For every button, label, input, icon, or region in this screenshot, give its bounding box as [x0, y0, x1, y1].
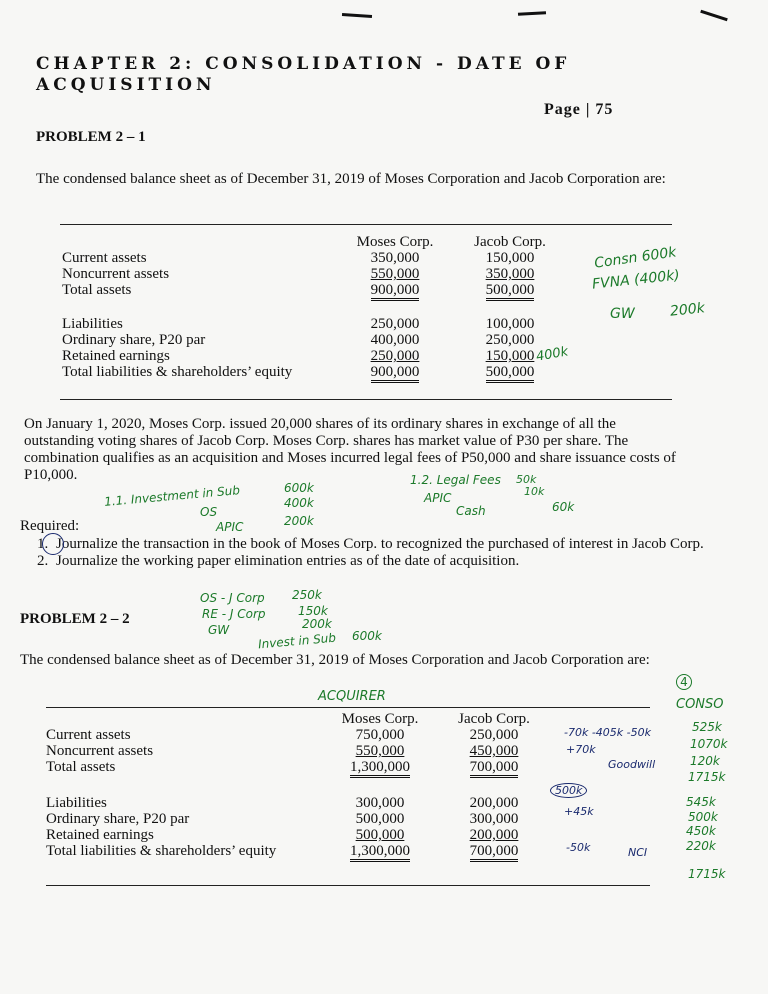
hw-400k-b: 400k [284, 496, 314, 510]
hw-250k: 250k [292, 588, 322, 602]
cell-moses: 1,300,000 [350, 843, 410, 862]
required-item: 2. Journalize the working paper elimination entries as of the date of acquisition. [52, 553, 712, 570]
row-label: Noncurrent assets [62, 266, 170, 282]
hw-goodwill: Goodwill [608, 758, 656, 771]
problem1-balance-sheet [62, 234, 570, 380]
hw-60k: 60k [552, 500, 575, 514]
hw-apic: APIC [216, 520, 244, 534]
hw-re-jcorp: RE - J Corp [202, 607, 266, 621]
required-list [30, 536, 712, 570]
hw-conso: CONSO [676, 697, 724, 712]
hw-conso-liab: 545k [686, 795, 716, 809]
problem2-intro: The condensed balance sheet as of December 31, 2019 of Moses Corporation and Jacob Corporation are: [20, 652, 650, 668]
hw-adj-noncurrent: +70k [566, 743, 596, 756]
col-jacob: Jacob Corp. [474, 234, 546, 250]
hw-145k: +45k [564, 805, 594, 818]
row-label: Current assets [62, 250, 147, 266]
chapter-title-line1: CHAPTER 2: CONSOLIDATION - DATE OF [36, 54, 571, 74]
cell-jacob: 100,000 [485, 316, 535, 332]
hw-150k: 150k [298, 604, 328, 618]
hw-conso-noncurrent: 1070k [690, 737, 728, 751]
col-moses: Moses Corp. [356, 234, 434, 250]
hw-10k: 10k [524, 485, 545, 498]
hw-conso-total: 1715k [688, 770, 726, 784]
circle-mark [42, 533, 64, 555]
hw-cash: Cash [456, 504, 486, 518]
hw-circle-4: 4 [676, 674, 692, 690]
hw-fvna: FVNA (400k) [591, 267, 681, 293]
hw-conso-re2: 220k [686, 839, 716, 853]
hw-conso-current: 525k [692, 720, 722, 734]
page-number: Page | 75 [544, 101, 614, 118]
table1-bottom-rule [60, 399, 672, 400]
scan-mark [700, 10, 728, 22]
row-label: Total assets [46, 759, 116, 775]
hw-200k: 200k [284, 514, 314, 528]
cell-moses: 750,000 [355, 727, 405, 743]
chapter-title [36, 54, 570, 96]
table2-bottom-rule [46, 885, 650, 886]
hw-conso-os: 500k [688, 810, 718, 824]
scan-mark [342, 13, 372, 18]
hw-gw-value: 200k [669, 300, 706, 320]
row-label: Liabilities [46, 795, 107, 811]
cell-jacob: 200,000 [469, 795, 519, 811]
row-label: Current assets [46, 727, 131, 743]
cell-moses: 250,000 [370, 316, 420, 332]
hw-gw: GW [610, 306, 635, 322]
hw-nci: NCI [628, 846, 648, 859]
cell-jacob: 700,000 [470, 759, 519, 778]
cell-moses: 350,000 [370, 250, 420, 266]
hw-os: OS [200, 505, 218, 519]
hw-conso-goodwill: 120k [690, 754, 720, 768]
chapter-title-line2: ACQUISITION [36, 75, 216, 95]
problem2-title: PROBLEM 2 – 2 [20, 611, 130, 627]
hw-200k-b: 200k [302, 617, 332, 631]
row-label: Ordinary share, P20 par [62, 332, 206, 348]
hw-conso-total-2: 1715k [688, 867, 726, 881]
required-label: Required: [20, 518, 80, 534]
row-label: Total assets [62, 282, 132, 298]
row-label: Ordinary share, P20 par [46, 811, 190, 827]
cell-jacob: 500,000 [486, 364, 535, 383]
problem1-narrative: On January 1, 2020, Moses Corp. issued 20,000 shares of its ordinary shares in exchange of all the outstanding voting shares of Jacob Corp. Moses Corp. shares has market value of P30 per share. The combination qualifies as an acquisition and Moses incurred legal fees of P50,000 and share issuance costs of P10,000. [24, 416, 676, 483]
hw-adj-current: -70k -405k -50k [564, 726, 652, 739]
hw-consn: Consn 600k [593, 244, 678, 272]
cell-jacob: 700,000 [470, 843, 519, 862]
scan-mark [518, 11, 546, 15]
cell-moses: 900,000 [371, 282, 420, 301]
cell-jacob: 450,000 [469, 743, 519, 759]
row-label: Total liabilities & shareholders’ equity [62, 364, 293, 380]
required-item: 1. Journalize the transaction in the book of Moses Corp. to recognized the purchased of interest in Jacob Corp. [52, 536, 712, 553]
cell-moses: 550,000 [370, 266, 420, 282]
cell-jacob: 150,000 [485, 250, 535, 266]
cell-jacob: 300,000 [469, 811, 519, 827]
hw-400k: 400k [534, 344, 570, 365]
cell-jacob: 150,000 [485, 348, 535, 364]
cell-moses: 500,000 [355, 827, 405, 843]
cell-jacob: 250,000 [485, 332, 535, 348]
problem1-intro: The condensed balance sheet as of December 31, 2019 of Moses Corporation and Jacob Corporation are: [36, 171, 666, 187]
cell-moses: 400,000 [370, 332, 420, 348]
cell-jacob: 250,000 [469, 727, 519, 743]
problem1-title: PROBLEM 2 – 1 [36, 129, 146, 145]
row-label: Noncurrent assets [46, 743, 154, 759]
cell-jacob: 200,000 [469, 827, 519, 843]
cell-moses: 1,300,000 [350, 759, 410, 778]
table1-top-rule [60, 224, 672, 225]
cell-moses: 250,000 [370, 348, 420, 364]
cell-moses: 550,000 [355, 743, 405, 759]
hw-invest-in-sub: 1.1. Investment in Sub [103, 483, 241, 509]
hw-500k: 500k [550, 783, 587, 798]
row-label: Retained earnings [46, 827, 154, 843]
hw-apic-2: APIC [424, 491, 452, 505]
hw-gw-2: GW [208, 623, 230, 637]
cell-moses: 500,000 [355, 811, 405, 827]
row-label: Total liabilities & shareholders’ equity [46, 843, 277, 859]
hw-invest-in-sub-2: Invest in Sub [257, 630, 337, 652]
table2-top-rule [46, 707, 650, 708]
cell-jacob: 350,000 [485, 266, 535, 282]
col-moses: Moses Corp. [341, 711, 419, 727]
cell-moses: 900,000 [371, 364, 420, 383]
hw-600k-b: 600k [352, 629, 382, 643]
problem2-balance-sheet [46, 711, 558, 859]
cell-moses: 300,000 [355, 795, 405, 811]
row-label: Retained earnings [62, 348, 170, 364]
hw-os-jcorp: OS - J Corp [200, 591, 265, 605]
col-jacob: Jacob Corp. [458, 711, 530, 727]
hw-50k: 50k [516, 473, 537, 486]
hw-acquirer: ACQUIRER [318, 689, 386, 704]
row-label: Liabilities [62, 316, 123, 332]
hw-legal-fees: 1.2. Legal Fees [410, 473, 501, 487]
hw-minus-50k: -50k [566, 841, 591, 854]
cell-jacob: 500,000 [486, 282, 535, 301]
hw-600k: 600k [284, 481, 314, 495]
hw-conso-re1: 450k [686, 824, 716, 838]
